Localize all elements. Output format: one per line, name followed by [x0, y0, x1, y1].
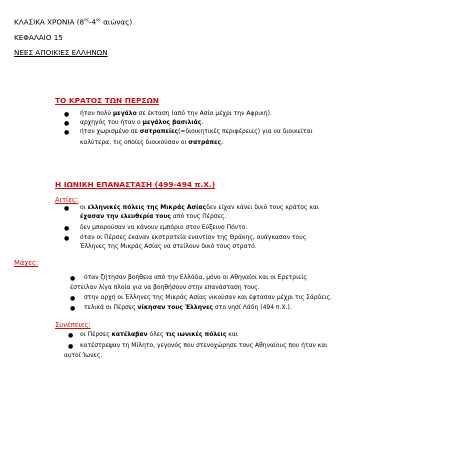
section-title-persian-empire: ΤΟ ΚΡΑΤΟΣ ΤΩΝ ΠΕΡΣΩΝ [55, 96, 159, 105]
list-item: ήταν χωρισμένο σε σατραπείες(=διοικητικές περιφέρειες) για να διοικείται [80, 128, 313, 135]
bullet-icon: ● [68, 343, 74, 350]
subheading-results: Συνέπειες: [55, 321, 91, 329]
list-item-continuation: έχασαν την ελευθερία τους από τους Πέρσες. [80, 213, 227, 220]
bullet-icon: ● [64, 225, 70, 232]
bullet-icon: ● [68, 332, 74, 339]
list-item-continuation: έστειλαν λίγα πλοία για να βοηθήσουν στην επανάσταση τους. [70, 284, 260, 291]
bullet-icon: ● [64, 235, 70, 242]
list-item-continuation: Έλληνες της Μικράς Ασίας να στείλουν δικό τους στρατό. [80, 243, 257, 250]
bullet-icon: ● [70, 275, 76, 282]
bullet-icon: ● [64, 111, 70, 118]
list-item: οι Πέρσες κατέλαβαν όλες τις ιωνικές πόλεις και [80, 331, 238, 338]
bullet-icon: ● [70, 305, 76, 312]
list-item: αρχηγός του ήταν ο μεγάλος βασιλιάς. [80, 119, 204, 126]
list-item: κατέστρεψαν τη Μίλητο, γεγονός που στενοχώρησε τους Αθηναίους που ήταν και [80, 342, 328, 349]
list-item: όταν οι Πέρσες έκαναν εκστρατεία εναντίον της Θράκης, ανάγκασαν τους [80, 234, 307, 241]
section-title-ionian-revolt: Η ΙΩΝΙΚΗ ΕΠΑΝΑΣΤΑΣΗ (499-494 π.Χ.) [55, 180, 216, 189]
chapter-heading: ΚΕΦΑΛΑΙΟ 15 [14, 33, 63, 42]
list-item-continuation: καλύτερα, τις οποίες διοικούσαν οι σατράπες. [80, 139, 223, 146]
list-item: οι ελληνικές πόλεις της Μικράς Ασίαςδεν είχαν κάνει δικό τους κράτος και [80, 204, 319, 211]
subheading-causes: Αιτίες: [55, 196, 79, 204]
bullet-icon: ● [64, 129, 70, 136]
bullet-icon: ● [64, 120, 70, 127]
list-item: τελικά οι Πέρσες νίκησαν τους Έλληνες στο νησί Λάδη (494 π.Χ.). [84, 304, 292, 311]
era-heading: ΚΛΑΣΙΚΑ ΧΡΟΝΙΑ ($8^{o\varsigma}-4^{o\varsigma}$ αιώνας) [14, 17, 133, 27]
bullet-icon: ● [64, 205, 70, 212]
list-item: ήταν πολύ μεγάλο σε έκταση (από την Ασία μέχρι την Αφρική). [80, 110, 272, 117]
bullet-icon: ● [70, 295, 76, 302]
chapter-title: ΝΕΕΣ ΑΠΟΙΚΙΕΣ ΕΛΛΗΝΩΝ [14, 48, 108, 57]
list-item: στην αρχή οι Έλληνες της Μικράς Ασίας νικούσαν και έφτασαν μέχρι τις Σάρδεις. [84, 294, 333, 301]
subheading-battles: Μάχες: [14, 259, 39, 267]
list-item: δεν μπορούσαν να κάνουν εμπόριο στον Εύξεινο Πόντο. [80, 224, 248, 231]
list-item-continuation: αυτοί Ίωνες. [64, 352, 103, 359]
list-item: όταν ζήτησαν βοήθεια από την Ελλάδα, μόνο οι Αθηναίοι και οι Ερετριείς [84, 274, 307, 281]
